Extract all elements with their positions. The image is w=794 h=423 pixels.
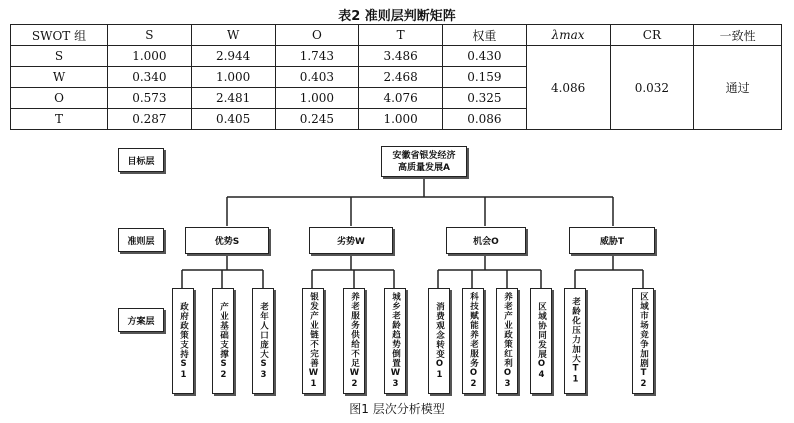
scheme-label: 老龄化压力加大T1 (570, 296, 581, 386)
header-cell: S (108, 25, 192, 46)
table-cell: W (11, 67, 108, 88)
consistency-cell: 通过 (694, 46, 782, 130)
scheme-node-t2 (632, 288, 654, 394)
table-cell: T (11, 109, 108, 130)
table-cell: 3.486 (359, 46, 443, 67)
table-cell: O (11, 88, 108, 109)
table-cell: 1.000 (191, 67, 275, 88)
scheme-node-s2 (212, 288, 234, 394)
scheme-node-o2 (462, 288, 484, 394)
header-cell: SWOT 组 (11, 25, 108, 46)
criterion-node-strength: 优势S (185, 227, 269, 254)
scheme-node-s1 (172, 288, 194, 394)
criterion-node-opportunity: 机会O (446, 227, 526, 254)
header-cell: W (191, 25, 275, 46)
scheme-node-o3 (496, 288, 518, 394)
scheme-node-o1 (428, 288, 450, 394)
table-cell: S (11, 46, 108, 67)
scheme-label: 老年人口庞大S3 (258, 301, 269, 381)
table-cell: 0.573 (108, 88, 192, 109)
header-cell: λmax (526, 25, 610, 46)
lambda-max-cell: 4.086 (526, 46, 610, 130)
scheme-node-s3 (252, 288, 274, 394)
table-cell: 0.325 (443, 88, 527, 109)
scheme-label: 养老产业政策红利O3 (502, 292, 513, 390)
cr-cell: 0.032 (610, 46, 694, 130)
header-cell: 一致性 (694, 25, 782, 46)
table-cell: 0.340 (108, 67, 192, 88)
header-cell: T (359, 25, 443, 46)
table-cell: 4.076 (359, 88, 443, 109)
header-cell: O (275, 25, 359, 46)
table-cell: 0.403 (275, 67, 359, 88)
scheme-node-w1 (302, 288, 324, 394)
table-cell: 1.000 (359, 109, 443, 130)
table-title: 表2 准则层判断矩阵 (338, 9, 456, 24)
table-cell: 0.287 (108, 109, 192, 130)
table-cell: 2.481 (191, 88, 275, 109)
level-label-criteria: 准则层 (118, 228, 164, 252)
table-cell: 0.245 (275, 109, 359, 130)
scheme-label: 产业基础支撑S2 (218, 301, 229, 381)
header-cell: CR (610, 25, 694, 46)
criterion-node-threat: 威胁T (569, 227, 655, 254)
table-cell: 0.159 (443, 67, 527, 88)
scheme-label: 政府政策支持S1 (178, 301, 189, 381)
scheme-label: 养老服务供给不足W2 (349, 292, 360, 390)
level-label-scheme: 方案层 (118, 308, 164, 332)
scheme-label: 消费观念转变O1 (434, 301, 445, 381)
scheme-label: 科技赋能养老服务O2 (468, 292, 479, 390)
table-cell: 2.944 (191, 46, 275, 67)
table-cell: 0.430 (443, 46, 527, 67)
header-cell: 权重 (443, 25, 527, 46)
criterion-node-weakness: 劣势W (309, 227, 393, 254)
table-cell: 0.405 (191, 109, 275, 130)
figure-caption: 图1 层次分析模型 (349, 402, 445, 416)
scheme-label: 城乡老龄趋势倒置W3 (390, 292, 401, 390)
table-cell: 0.086 (443, 109, 527, 130)
table-cell: 1.000 (275, 88, 359, 109)
goal-node: 安徽省银发经济高质量发展A (381, 146, 467, 177)
scheme-label: 银发产业链不完善W1 (308, 292, 319, 390)
scheme-node-t1 (564, 288, 586, 394)
scheme-node-w3 (384, 288, 406, 394)
scheme-node-o4 (530, 288, 552, 394)
table-cell: 2.468 (359, 67, 443, 88)
level-label-goal: 目标层 (118, 148, 164, 172)
table-cell: 1.000 (108, 46, 192, 67)
scheme-label: 区域市场竞争加剧T2 (638, 292, 649, 390)
scheme-node-w2 (343, 288, 365, 394)
scheme-label: 区域协同发展O4 (536, 301, 547, 381)
table-cell: 1.743 (275, 46, 359, 67)
